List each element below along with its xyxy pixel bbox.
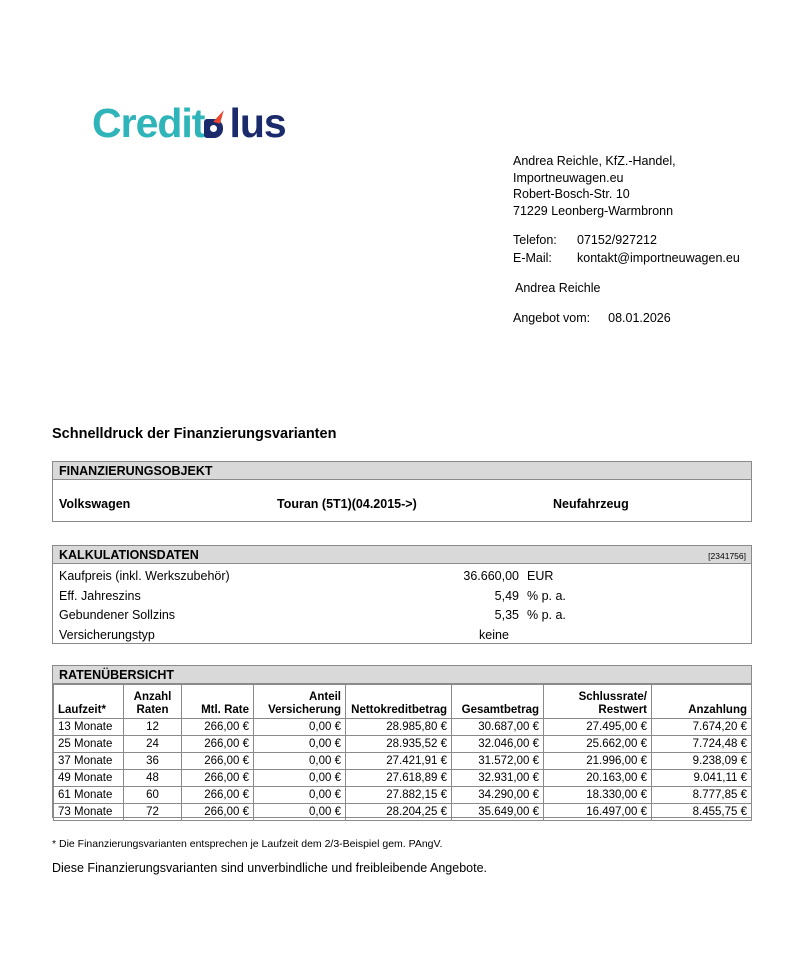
cell-gesamtbetrag: 31.572,00 €: [452, 753, 544, 770]
calculation-rows: [53, 564, 751, 645]
cell-mtl-rate: 266,00 €: [182, 753, 254, 770]
cell-anzahlung: 9.041,11 €: [652, 770, 752, 787]
cell-nettokreditbetrag: 28.935,52 €: [346, 736, 452, 753]
cell-mtl-rate: 266,00 €: [182, 787, 254, 804]
contact-phone-label: Telefon:: [513, 233, 557, 247]
calculation-row-unit: % p. a.: [527, 588, 566, 603]
cell-nettokreditbetrag: 27.882,15 €: [346, 787, 452, 804]
contact-email-row: [513, 250, 740, 268]
offer-date-block: [513, 311, 671, 325]
financing-object-box: [52, 461, 752, 522]
cell-laufzeit: 49 Monate: [54, 770, 124, 787]
cell-schlussrate: 21.996,00 €: [544, 753, 652, 770]
table-row: [54, 736, 752, 753]
cell-laufzeit: 13 Monate: [54, 719, 124, 736]
cell-nettokreditbetrag: 28.204,25 €: [346, 804, 452, 821]
cell-gesamtbetrag: 32.046,00 €: [452, 736, 544, 753]
cell-anteil-versicherung: 0,00 €: [254, 736, 346, 753]
calculation-row-value: 5,35: [494, 608, 519, 622]
offer-date-label: Angebot vom:: [513, 311, 591, 325]
calculation-row-label: Gebundener Sollzins: [59, 608, 176, 622]
rates-header-schlussrate: Schlussrate/ Restwert: [544, 685, 652, 719]
rates-header-laufzeit: Laufzeit*: [54, 685, 124, 719]
calculation-row-unit: EUR: [527, 569, 554, 583]
cell-anzahl-raten: 48: [124, 770, 182, 787]
table-row: [54, 787, 752, 804]
rates-header-gesamtbetrag: Gesamtbetrag: [452, 685, 544, 719]
contact-phone-value: 07152/927212: [577, 233, 657, 247]
rates-header-anteil-versicherung: Anteil Versicherung: [254, 685, 346, 719]
cell-nettokreditbetrag: 27.421,91 €: [346, 753, 452, 770]
cell-nettokreditbetrag: 28.985,80 €: [346, 719, 452, 736]
cell-schlussrate: 18.330,00 €: [544, 787, 652, 804]
rates-overview-title: RATENÜBERSICHT: [53, 666, 751, 684]
table-row: [54, 753, 752, 770]
rates-table: [53, 684, 752, 821]
cell-anzahlung: 8.777,85 €: [652, 787, 752, 804]
calculation-row: [53, 626, 751, 646]
offer-date-value: 08.01.2026: [608, 311, 671, 325]
calculation-row: [53, 606, 751, 626]
cell-laufzeit: 25 Monate: [54, 736, 124, 753]
cell-mtl-rate: 266,00 €: [182, 736, 254, 753]
calculation-row-unit: % p. a.: [527, 608, 566, 622]
vehicle-model: Touran (5T1)(04.2015->): [277, 497, 417, 511]
logo-p-mark-icon: [204, 111, 229, 141]
calculation-row-label: Kaufpreis (inkl. Werkszubehör): [59, 569, 230, 583]
rates-table-header-row: [54, 685, 752, 719]
cell-anzahl-raten: 24: [124, 736, 182, 753]
calculation-row-label: Eff. Jahreszins: [59, 588, 141, 603]
table-row: [54, 804, 752, 821]
creditplus-logo: [92, 100, 286, 146]
cell-gesamtbetrag: 30.687,00 €: [452, 719, 544, 736]
cell-gesamtbetrag: 35.649,00 €: [452, 804, 544, 821]
cell-anteil-versicherung: 0,00 €: [254, 753, 346, 770]
cell-gesamtbetrag: 32.931,00 €: [452, 770, 544, 787]
table-row: [54, 770, 752, 787]
cell-nettokreditbetrag: 27.618,89 €: [346, 770, 452, 787]
financing-object-title: FINANZIERUNGSOBJEKT: [53, 462, 751, 480]
cell-mtl-rate: 266,00 €: [182, 804, 254, 821]
cell-laufzeit: 61 Monate: [54, 787, 124, 804]
cell-anteil-versicherung: 0,00 €: [254, 804, 346, 821]
cell-mtl-rate: 266,00 €: [182, 770, 254, 787]
cell-schlussrate: 27.495,00 €: [544, 719, 652, 736]
salutation-text: Andrea Reichle: [515, 281, 601, 295]
cell-laufzeit: 37 Monate: [54, 753, 124, 770]
financing-object-row: [53, 480, 751, 511]
cell-anzahl-raten: 36: [124, 753, 182, 770]
cell-anteil-versicherung: 0,00 €: [254, 770, 346, 787]
calculation-data-title-text: KALKULATIONSDATEN: [59, 548, 199, 562]
cell-laufzeit: 73 Monate: [54, 804, 124, 821]
cell-anzahl-raten: 72: [124, 804, 182, 821]
cell-anzahlung: 7.674,20 €: [652, 719, 752, 736]
cell-gesamtbetrag: 34.290,00 €: [452, 787, 544, 804]
calculation-row: [53, 567, 751, 587]
cell-schlussrate: 25.662,00 €: [544, 736, 652, 753]
address-line-3: Robert-Bosch-Str. 10: [513, 187, 630, 201]
calculation-id-code: [2341756]: [708, 551, 746, 561]
address-line-2: Importneuwagen.eu: [513, 170, 624, 185]
vehicle-condition: Neufahrzeug: [553, 497, 629, 511]
calculation-row-value: keine: [479, 627, 509, 642]
rates-overview-box: [52, 665, 752, 818]
page-title: Schnelldruck der Finanzierungsvarianten: [52, 426, 337, 442]
contact-email-label: E-Mail:: [513, 250, 552, 265]
calculation-data-title: [53, 546, 751, 564]
contact-phone-row: [513, 232, 740, 250]
rates-header-mtl-rate: Mtl. Rate: [182, 685, 254, 719]
vehicle-make: Volkswagen: [59, 497, 131, 511]
cell-anzahlung: 9.238,09 €: [652, 753, 752, 770]
calculation-row: [53, 587, 751, 607]
contact-block: [513, 232, 740, 267]
cell-anzahl-raten: 12: [124, 719, 182, 736]
cell-schlussrate: 20.163,00 €: [544, 770, 652, 787]
logo-text-credit: Credit: [92, 100, 205, 146]
cell-anzahlung: 8.455,75 €: [652, 804, 752, 821]
calculation-row-value: 5,49: [494, 588, 519, 603]
rates-header-anzahlung: Anzahlung: [652, 685, 752, 719]
calculation-row-label: Versicherungstyp: [59, 627, 155, 642]
footnote-text: * Die Finanzierungsvarianten entsprechen je Laufzeit dem 2/3-Beispiel gem. PAngV.: [52, 838, 443, 850]
cell-anzahl-raten: 60: [124, 787, 182, 804]
cell-schlussrate: 16.497,00 €: [544, 804, 652, 821]
calculation-data-box: [52, 545, 752, 644]
table-row: [54, 719, 752, 736]
closing-text: Diese Finanzierungsvarianten sind unverbindliche und freibleibende Angebote.: [52, 861, 488, 875]
cell-anteil-versicherung: 0,00 €: [254, 787, 346, 804]
rates-header-anzahl-raten: Anzahl Raten: [124, 685, 182, 719]
cell-mtl-rate: 266,00 €: [182, 719, 254, 736]
rates-header-nettokreditbetrag: Nettokreditbetrag: [346, 685, 452, 719]
cell-anteil-versicherung: 0,00 €: [254, 719, 346, 736]
address-line-4: 71229 Leonberg-Warmbronn: [513, 203, 674, 218]
calculation-row-value: 36.660,00: [463, 569, 519, 583]
rates-table-body: [54, 719, 752, 821]
address-line-1: Andrea Reichle, KfZ.-Handel,: [513, 154, 676, 168]
recipient-address: [513, 153, 676, 219]
cell-anzahlung: 7.724,48 €: [652, 736, 752, 753]
logo-text-lus: lus: [229, 100, 286, 146]
contact-email-value: kontakt@importneuwagen.eu: [577, 250, 740, 265]
